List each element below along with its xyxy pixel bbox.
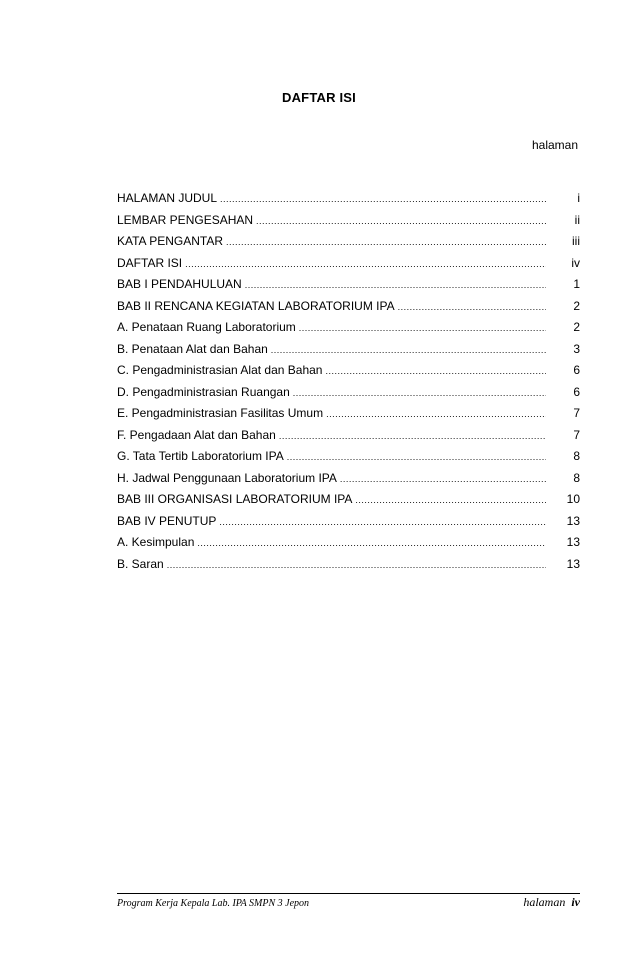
toc-entry (117, 339, 580, 361)
toc-entry-page: 8 (573, 449, 580, 463)
toc-entry-page: iv (571, 255, 580, 270)
toc-entry (117, 274, 580, 296)
toc-entry-page: 8 (573, 470, 580, 485)
toc-entry-label: DAFTAR ISI (117, 255, 183, 270)
footer-document-title: Program Kerja Kepala Lab. IPA SMPN 3 Jepon (117, 898, 310, 909)
toc-entry-label: B. Saran (117, 556, 164, 571)
toc-entry-page: 7 (573, 427, 580, 442)
toc-entry-page: 3 (573, 341, 580, 356)
page-column-label: halaman (531, 138, 578, 152)
toc-dot-leader (299, 318, 546, 339)
toc-dot-leader (355, 490, 546, 511)
toc-entry-label: C. Pengadministrasian Alat dan Bahan (117, 363, 323, 377)
toc-entry-label: BAB I PENDAHULUAN (117, 277, 242, 291)
toc-entry-page: 6 (573, 384, 580, 399)
toc-dot-leader (325, 361, 546, 382)
page-title: DAFTAR ISI (282, 90, 356, 105)
toc-entry-label: LEMBAR PENGESAHAN (117, 212, 254, 227)
toc-entry-page: 13 (566, 556, 580, 571)
toc-entry (117, 382, 580, 404)
toc-entry (117, 554, 580, 576)
toc-entry-page: 10 (566, 492, 580, 506)
toc-entry-page: 2 (573, 320, 580, 334)
toc-dot-leader (256, 211, 546, 232)
toc-entry-label: A. Penataan Ruang Laboratorium (117, 320, 296, 334)
toc-entry-page: iii (572, 234, 580, 248)
toc-dot-leader (398, 297, 546, 318)
toc-entry-label: F. Pengadaan Alat dan Bahan (117, 427, 276, 442)
toc-entry-label: B. Penataan Alat dan Bahan (117, 341, 268, 356)
toc-entry (117, 210, 580, 232)
toc-entry-page: 13 (566, 513, 580, 528)
toc-dot-leader (226, 232, 546, 253)
toc-entry-page: 7 (573, 406, 580, 420)
toc-entry (117, 188, 580, 210)
toc-entry-page: 13 (566, 535, 580, 549)
footer-page-number: iv (571, 895, 580, 909)
toc-dot-leader (219, 512, 546, 533)
toc-entry-page: 1 (573, 277, 580, 291)
toc-entry-label: HALAMAN JUDUL (117, 191, 218, 205)
toc-entry-label: E. Pengadministrasian Fasilitas Umum (117, 406, 324, 420)
toc-entry-label: BAB IV PENUTUP (117, 513, 217, 528)
toc-entry (117, 511, 580, 533)
toc-entry-label: A. Kesimpulan (117, 535, 195, 549)
toc-dot-leader (287, 447, 546, 468)
toc-entry-page: ii (574, 212, 580, 227)
toc-entry (117, 317, 580, 339)
table-of-contents (117, 188, 580, 575)
toc-dot-leader (340, 469, 546, 490)
toc-entry-label: D. Pengadministrasian Ruangan (117, 384, 290, 399)
toc-entry-page: i (577, 191, 580, 205)
toc-dot-leader (167, 555, 546, 576)
toc-entry-label: BAB II RENCANA KEGIATAN LABORATORIUM IPA (117, 298, 395, 313)
toc-entry (117, 446, 580, 468)
toc-entry (117, 403, 580, 425)
toc-dot-leader (279, 426, 546, 447)
toc-dot-leader (326, 404, 546, 425)
footer-divider (117, 893, 580, 894)
toc-dot-leader (220, 189, 546, 210)
toc-entry-label: BAB III ORGANISASI LABORATORIUM IPA (117, 492, 353, 506)
toc-dot-leader (197, 533, 546, 554)
toc-entry (117, 360, 580, 382)
toc-entry-label: KATA PENGANTAR (117, 234, 224, 248)
toc-entry (117, 296, 580, 318)
toc-entry (117, 532, 580, 554)
toc-entry (117, 468, 580, 490)
footer-page-indicator (523, 895, 580, 910)
toc-entry-page: 2 (573, 298, 580, 313)
toc-dot-leader (185, 254, 546, 275)
toc-entry (117, 253, 580, 275)
toc-entry (117, 425, 580, 447)
toc-entry-page: 6 (573, 363, 580, 377)
toc-dot-leader (245, 275, 546, 296)
toc-entry (117, 489, 580, 511)
toc-entry (117, 231, 580, 253)
toc-entry-label: G. Tata Tertib Laboratorium IPA (117, 449, 284, 463)
toc-dot-leader (271, 340, 546, 361)
toc-dot-leader (293, 383, 546, 404)
toc-entry-label: H. Jadwal Penggunaan Laboratorium IPA (117, 470, 337, 485)
footer-page-label: halaman (523, 895, 566, 909)
